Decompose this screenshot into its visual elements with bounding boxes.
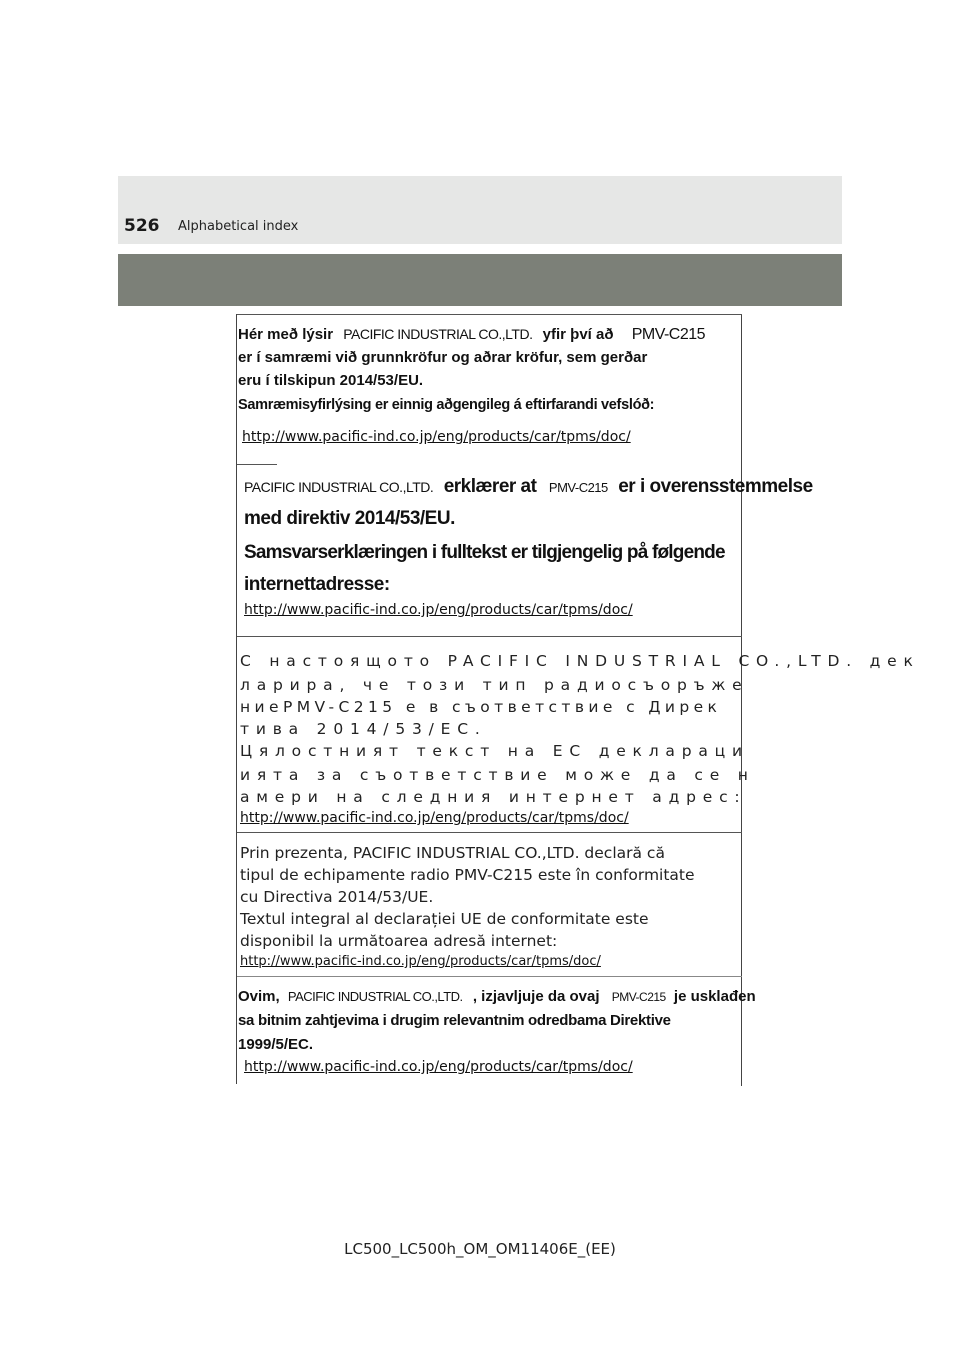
divider — [237, 314, 742, 315]
page-number: 526 — [124, 216, 160, 236]
no-line-1 — [244, 476, 813, 498]
ro-line-2: tipul de echipamente radio PMV-C215 este în conformitate — [240, 866, 695, 884]
is-line-3: eru í tilskipun 2014/53/EU. — [238, 372, 424, 389]
hr-line-1 — [238, 988, 756, 1005]
bg-line-1: С настоящото PACIFIC INDUSTRIAL CO.,LTD. дек — [240, 652, 920, 670]
no-line-4: internettadresse: — [244, 574, 390, 595]
ro-url-link[interactable]: http://www.pacific-ind.co.jp/eng/products/car/tpms/doc/ — [240, 954, 601, 969]
no-line-2: med direktiv 2014/53/EU. — [244, 508, 455, 529]
declaration-scan — [236, 314, 920, 1086]
model-number: PMV-C215 — [548, 480, 608, 495]
document-code: LC500_LC500h_OM_OM11406E_(EE) — [344, 1240, 616, 1258]
company-name: PACIFIC INDUSTRIAL CO.,LTD. — [343, 326, 533, 342]
no-text: erklærer at — [443, 476, 537, 497]
no-url-link[interactable]: http://www.pacific-ind.co.jp/eng/products/car/tpms/doc/ — [244, 602, 633, 618]
no-line-3: Samsvarserklæringen i fulltekst er tilgjengelig på følgende — [244, 542, 725, 563]
section-title: Alphabetical index — [178, 219, 299, 234]
is-line-4: Samræmisyfirlýsing er einnig aðgengileg á eftirfarandi vefslóð: — [238, 397, 655, 413]
model-number: PMV-C215 — [631, 326, 706, 343]
ro-line-1: Prin prezenta, PACIFIC INDUSTRIAL CO.,LTD. declară că — [240, 844, 665, 862]
divider — [237, 832, 742, 833]
model-number: PMV-C215 — [611, 990, 666, 1004]
section-tab-band — [118, 254, 842, 306]
hr-text: Ovim, — [238, 988, 280, 1005]
bg-url-link[interactable]: http://www.pacific-ind.co.jp/eng/products/car/tpms/doc/ — [240, 810, 629, 826]
bg-line-6: ията за съответствие може да се н — [240, 766, 755, 784]
is-url-link[interactable]: http://www.pacific-ind.co.jp/eng/products/car/tpms/doc/ — [242, 429, 631, 445]
bg-line-7: амери на следния интернет адрес: — [240, 788, 747, 806]
divider — [237, 464, 277, 465]
hr-line-3: 1999/5/EC. — [238, 1036, 314, 1053]
ro-line-3: cu Directiva 2014/53/UE. — [240, 888, 434, 906]
divider — [237, 976, 742, 977]
bg-line-2: ларира, че този тип радиосъоръже — [240, 676, 749, 694]
company-name: PACIFIC INDUSTRIAL CO.,LTD. — [287, 989, 463, 1004]
is-text: yfir því að — [542, 326, 614, 343]
bg-line-4: тива 2014/53/ЕС. — [240, 720, 487, 738]
is-line-2: er í samræmi við grunnkröfur og aðrar kröfur, sem gerðar — [238, 349, 648, 366]
ro-line-5: disponibil la următoarea adresă internet: — [240, 932, 558, 950]
bg-line-3: ниеPMV-C215 е в съответствие с Дирек — [240, 698, 722, 716]
hr-text: je usklađen — [673, 988, 756, 1005]
bg-line-5: Цялостният текст на ЕС деклараци — [240, 742, 749, 760]
hr-text: , izjavljuje da ovaj — [472, 988, 600, 1005]
scan-right-border — [741, 314, 742, 1086]
ro-line-4: Textul integral al declarației UE de conformitate este — [240, 910, 649, 928]
divider — [237, 636, 742, 637]
scan-left-border — [236, 314, 237, 1084]
is-text: Hér með lýsir — [238, 326, 334, 343]
hr-line-2: sa bitnim zahtjevima i drugim relevantnim odredbama Direktive — [238, 1012, 671, 1029]
is-line-1 — [238, 326, 705, 344]
no-text: er i overensstemmelse — [618, 476, 813, 497]
hr-url-link[interactable]: http://www.pacific-ind.co.jp/eng/products/car/tpms/doc/ — [244, 1059, 633, 1075]
company-name: PACIFIC INDUSTRIAL CO.,LTD. — [244, 479, 434, 495]
